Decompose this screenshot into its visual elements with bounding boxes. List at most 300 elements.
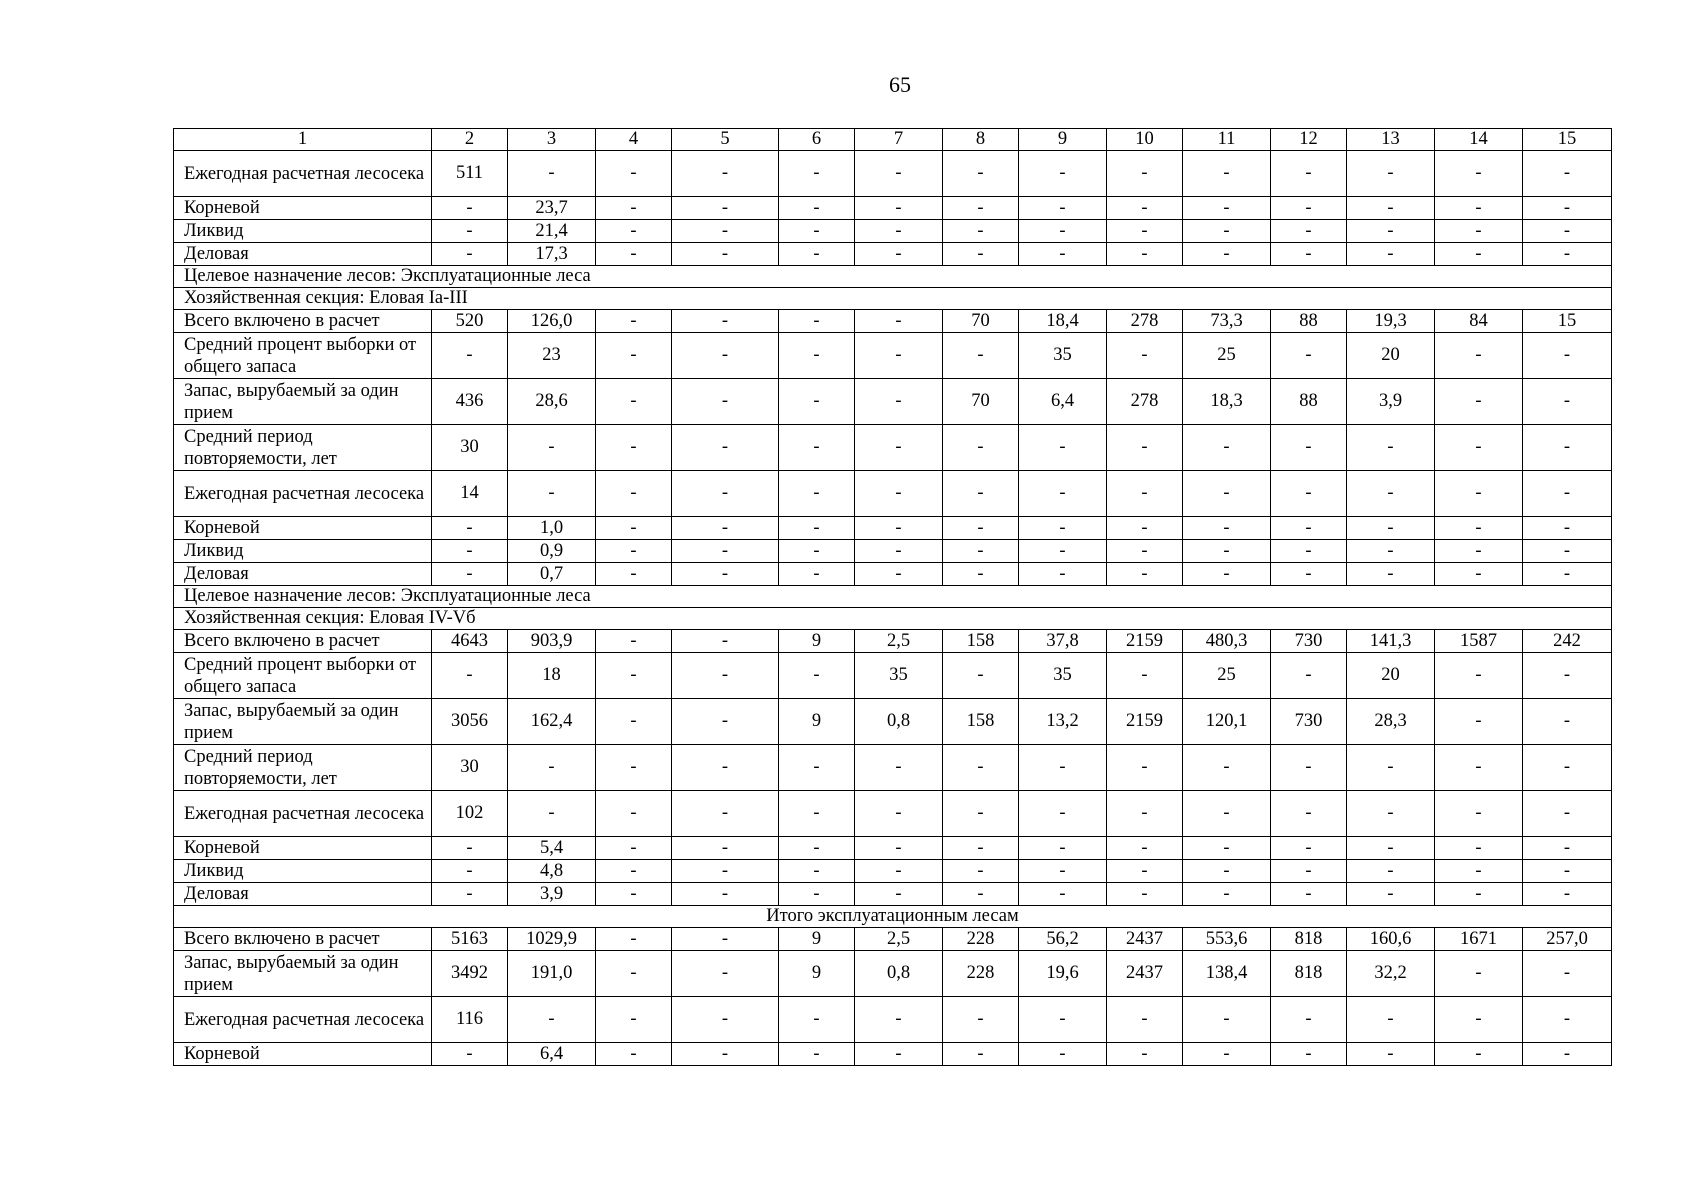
table-cell: -: [1435, 197, 1523, 220]
table-cell: -: [1107, 540, 1183, 563]
table-cell: -: [779, 151, 855, 197]
table-cell: -: [1183, 563, 1271, 586]
table-cell: 3,9: [1347, 379, 1435, 425]
table-cell: -: [1435, 951, 1523, 997]
table-cell: -: [855, 517, 943, 540]
total-heading: Итого эксплуатационным лесам: [174, 906, 1612, 928]
table-cell: -: [1271, 563, 1347, 586]
table-cell: -: [855, 540, 943, 563]
table-cell: -: [779, 997, 855, 1043]
table-cell: -: [1183, 197, 1271, 220]
table-cell: -: [779, 1043, 855, 1066]
table-cell: -: [779, 653, 855, 699]
table-cell: -: [943, 333, 1019, 379]
header-row: [174, 129, 1612, 151]
table-cell: -: [1347, 517, 1435, 540]
table-cell: -: [1183, 745, 1271, 791]
table-cell: 102: [432, 791, 508, 837]
table-cell: -: [1347, 471, 1435, 517]
table-cell: -: [1523, 860, 1612, 883]
column-number: 3: [508, 129, 596, 151]
table-cell: -: [596, 699, 672, 745]
table-cell: -: [1183, 860, 1271, 883]
column-number: 8: [943, 129, 1019, 151]
table-cell: -: [1271, 997, 1347, 1043]
table-cell: -: [1271, 197, 1347, 220]
table-cell: -: [1435, 860, 1523, 883]
table-cell: -: [779, 563, 855, 586]
table-cell: -: [943, 653, 1019, 699]
table-cell: -: [672, 928, 779, 951]
table-cell: -: [1523, 883, 1612, 906]
table-cell: 3,9: [508, 883, 596, 906]
table-cell: -: [1435, 471, 1523, 517]
column-number: 2: [432, 129, 508, 151]
table-cell: 9: [779, 630, 855, 653]
table-row: [174, 860, 1612, 883]
table-row: [174, 540, 1612, 563]
table-row: [174, 563, 1612, 586]
table-cell: -: [1271, 220, 1347, 243]
table-cell: 158: [943, 630, 1019, 653]
table-cell: -: [1435, 333, 1523, 379]
forest-table-container: [173, 128, 1612, 1066]
table-cell: -: [1347, 540, 1435, 563]
table-cell: 30: [432, 745, 508, 791]
table-cell: -: [855, 563, 943, 586]
table-cell: 20: [1347, 653, 1435, 699]
table-cell: -: [1347, 860, 1435, 883]
section-heading: Целевое назначение лесов: Эксплуатационные леса: [174, 266, 1612, 288]
table-cell: -: [596, 997, 672, 1043]
table-cell: -: [1107, 883, 1183, 906]
table-cell: -: [508, 791, 596, 837]
table-cell: 257,0: [1523, 928, 1612, 951]
table-cell: -: [1435, 379, 1523, 425]
table-cell: -: [1107, 745, 1183, 791]
table-cell: 228: [943, 928, 1019, 951]
table-cell: -: [1271, 517, 1347, 540]
table-row: [174, 928, 1612, 951]
table-cell: -: [672, 837, 779, 860]
table-cell: -: [1107, 197, 1183, 220]
table-cell: 25: [1183, 653, 1271, 699]
table-cell: -: [672, 471, 779, 517]
table-cell: 0,7: [508, 563, 596, 586]
table-cell: 228: [943, 951, 1019, 997]
total-row: [174, 906, 1612, 928]
table-cell: -: [596, 951, 672, 997]
table-cell: -: [1183, 425, 1271, 471]
table-cell: -: [1347, 997, 1435, 1043]
section-row: [174, 608, 1612, 630]
table-row: [174, 379, 1612, 425]
table-cell: -: [596, 471, 672, 517]
table-cell: -: [432, 883, 508, 906]
row-label: Запас, вырубаемый за один прием: [174, 699, 432, 745]
table-cell: -: [1107, 333, 1183, 379]
table-cell: -: [1523, 745, 1612, 791]
table-cell: -: [508, 471, 596, 517]
table-cell: -: [855, 379, 943, 425]
table-cell: -: [596, 243, 672, 266]
table-cell: -: [943, 860, 1019, 883]
table-cell: 9: [779, 699, 855, 745]
column-number: 5: [672, 129, 779, 151]
table-cell: -: [508, 997, 596, 1043]
table-cell: 4,8: [508, 860, 596, 883]
table-cell: -: [1107, 517, 1183, 540]
table-cell: -: [1107, 471, 1183, 517]
table-cell: -: [596, 517, 672, 540]
column-number: 6: [779, 129, 855, 151]
table-cell: 23,7: [508, 197, 596, 220]
table-cell: -: [1347, 563, 1435, 586]
table-cell: -: [1435, 517, 1523, 540]
row-label: Корневой: [174, 197, 432, 220]
table-cell: -: [855, 220, 943, 243]
table-cell: 9: [779, 951, 855, 997]
table-row: [174, 883, 1612, 906]
section-row: [174, 586, 1612, 608]
row-label: Корневой: [174, 837, 432, 860]
table-row: [174, 837, 1612, 860]
table-cell: -: [672, 563, 779, 586]
table-cell: -: [1019, 883, 1107, 906]
table-cell: -: [432, 220, 508, 243]
table-cell: 19,3: [1347, 310, 1435, 333]
table-cell: -: [672, 791, 779, 837]
table-cell: -: [855, 1043, 943, 1066]
table-cell: 903,9: [508, 630, 596, 653]
table-cell: 21,4: [508, 220, 596, 243]
table-cell: 1,0: [508, 517, 596, 540]
table-row: [174, 699, 1612, 745]
table-cell: -: [1435, 791, 1523, 837]
table-cell: -: [596, 883, 672, 906]
table-cell: -: [1271, 791, 1347, 837]
table-cell: -: [779, 310, 855, 333]
table-cell: 730: [1271, 630, 1347, 653]
table-cell: -: [1435, 563, 1523, 586]
table-cell: -: [596, 540, 672, 563]
table-cell: -: [1019, 517, 1107, 540]
table-cell: -: [1019, 563, 1107, 586]
table-cell: -: [779, 791, 855, 837]
table-cell: 436: [432, 379, 508, 425]
table-cell: 13,2: [1019, 699, 1107, 745]
table-cell: -: [672, 997, 779, 1043]
table-cell: -: [1347, 197, 1435, 220]
table-cell: 1587: [1435, 630, 1523, 653]
table-cell: -: [1019, 1043, 1107, 1066]
table-cell: -: [943, 425, 1019, 471]
table-cell: -: [596, 791, 672, 837]
table-cell: -: [1347, 883, 1435, 906]
row-label: Запас, вырубаемый за один прием: [174, 951, 432, 997]
table-cell: 2,5: [855, 630, 943, 653]
table-cell: -: [1107, 220, 1183, 243]
section-heading: Хозяйственная секция: Еловая IV-Vб: [174, 608, 1612, 630]
table-cell: -: [1107, 653, 1183, 699]
row-label: Деловая: [174, 883, 432, 906]
column-number: 13: [1347, 129, 1435, 151]
table-cell: 28,3: [1347, 699, 1435, 745]
table-cell: -: [943, 883, 1019, 906]
table-row: [174, 745, 1612, 791]
row-label: Средний период повторяемости, лет: [174, 425, 432, 471]
table-cell: 730: [1271, 699, 1347, 745]
table-cell: -: [943, 540, 1019, 563]
table-cell: -: [1019, 197, 1107, 220]
table-cell: -: [779, 745, 855, 791]
table-row: [174, 151, 1612, 197]
table-cell: 0,9: [508, 540, 596, 563]
table-cell: 126,0: [508, 310, 596, 333]
table-cell: -: [596, 928, 672, 951]
table-cell: -: [672, 860, 779, 883]
table-cell: -: [779, 197, 855, 220]
table-cell: -: [1183, 997, 1271, 1043]
table-cell: -: [596, 220, 672, 243]
column-number: 4: [596, 129, 672, 151]
table-cell: -: [1523, 997, 1612, 1043]
forest-calculation-table: [173, 128, 1612, 1066]
table-cell: -: [1347, 837, 1435, 860]
table-cell: 56,2: [1019, 928, 1107, 951]
table-cell: -: [1183, 151, 1271, 197]
table-cell: -: [1435, 837, 1523, 860]
table-cell: -: [855, 425, 943, 471]
column-number: 10: [1107, 129, 1183, 151]
table-cell: -: [1435, 151, 1523, 197]
table-cell: -: [672, 197, 779, 220]
row-label: Корневой: [174, 517, 432, 540]
table-cell: -: [855, 791, 943, 837]
table-row: [174, 243, 1612, 266]
table-cell: -: [1347, 425, 1435, 471]
table-cell: -: [779, 333, 855, 379]
table-cell: -: [779, 220, 855, 243]
table-cell: -: [1523, 653, 1612, 699]
table-cell: 0,8: [855, 699, 943, 745]
table-cell: -: [508, 151, 596, 197]
table-cell: -: [1019, 243, 1107, 266]
table-cell: 20: [1347, 333, 1435, 379]
table-cell: -: [1523, 791, 1612, 837]
table-cell: 2437: [1107, 928, 1183, 951]
table-cell: -: [1183, 540, 1271, 563]
table-cell: -: [672, 630, 779, 653]
table-cell: -: [1347, 151, 1435, 197]
table-cell: 191,0: [508, 951, 596, 997]
column-number: 15: [1523, 129, 1612, 151]
table-cell: -: [1019, 837, 1107, 860]
table-cell: -: [943, 837, 1019, 860]
row-label: Ликвид: [174, 220, 432, 243]
table-cell: -: [1107, 860, 1183, 883]
table-cell: 88: [1271, 379, 1347, 425]
table-row: [174, 197, 1612, 220]
table-cell: -: [943, 791, 1019, 837]
row-label: Средний период повторяемости, лет: [174, 745, 432, 791]
table-cell: 84: [1435, 310, 1523, 333]
table-cell: -: [1107, 425, 1183, 471]
table-cell: -: [1107, 151, 1183, 197]
table-cell: -: [672, 699, 779, 745]
table-cell: 19,6: [1019, 951, 1107, 997]
row-label: Корневой: [174, 1043, 432, 1066]
table-cell: -: [943, 997, 1019, 1043]
table-row: [174, 425, 1612, 471]
table-cell: 480,3: [1183, 630, 1271, 653]
table-cell: -: [1183, 517, 1271, 540]
table-cell: -: [1183, 471, 1271, 517]
table-cell: 18,3: [1183, 379, 1271, 425]
table-cell: -: [596, 745, 672, 791]
table-cell: -: [596, 333, 672, 379]
table-cell: -: [1347, 745, 1435, 791]
table-row: [174, 951, 1612, 997]
table-cell: -: [432, 197, 508, 220]
table-cell: -: [1271, 745, 1347, 791]
column-number: 9: [1019, 129, 1107, 151]
table-cell: -: [855, 151, 943, 197]
table-cell: -: [1523, 517, 1612, 540]
table-row: [174, 630, 1612, 653]
table-cell: 2437: [1107, 951, 1183, 997]
table-cell: -: [1271, 243, 1347, 266]
table-cell: -: [1019, 997, 1107, 1043]
table-cell: -: [943, 745, 1019, 791]
table-cell: -: [855, 243, 943, 266]
table-cell: 162,4: [508, 699, 596, 745]
table-cell: -: [432, 653, 508, 699]
table-cell: -: [1183, 883, 1271, 906]
table-row: [174, 310, 1612, 333]
table-cell: -: [779, 883, 855, 906]
table-cell: -: [432, 860, 508, 883]
table-cell: -: [672, 951, 779, 997]
row-label: Средний процент выборки от общего запаса: [174, 653, 432, 699]
table-cell: -: [432, 333, 508, 379]
table-cell: -: [1107, 1043, 1183, 1066]
table-cell: -: [672, 517, 779, 540]
table-cell: -: [1435, 425, 1523, 471]
table-cell: -: [596, 837, 672, 860]
table-cell: 278: [1107, 310, 1183, 333]
table-cell: -: [1523, 425, 1612, 471]
table-cell: 242: [1523, 630, 1612, 653]
table-cell: -: [1523, 333, 1612, 379]
table-cell: -: [596, 630, 672, 653]
table-cell: -: [1347, 791, 1435, 837]
table-cell: -: [596, 653, 672, 699]
row-label: Ликвид: [174, 860, 432, 883]
table-cell: -: [1271, 1043, 1347, 1066]
table-cell: 35: [1019, 333, 1107, 379]
table-cell: -: [1435, 997, 1523, 1043]
table-cell: -: [1347, 243, 1435, 266]
column-number: 12: [1271, 129, 1347, 151]
table-cell: -: [1019, 425, 1107, 471]
table-cell: -: [943, 1043, 1019, 1066]
table-cell: -: [1019, 220, 1107, 243]
table-cell: 6,4: [1019, 379, 1107, 425]
row-label: Ежегодная расчетная лесосека: [174, 997, 432, 1043]
table-cell: -: [943, 471, 1019, 517]
table-cell: -: [943, 220, 1019, 243]
table-cell: -: [1271, 883, 1347, 906]
table-cell: -: [672, 310, 779, 333]
table-cell: 37,8: [1019, 630, 1107, 653]
table-cell: 32,2: [1347, 951, 1435, 997]
table-cell: -: [1523, 951, 1612, 997]
table-cell: 520: [432, 310, 508, 333]
table-cell: 88: [1271, 310, 1347, 333]
section-row: [174, 266, 1612, 288]
table-cell: 818: [1271, 951, 1347, 997]
table-cell: 141,3: [1347, 630, 1435, 653]
table-cell: 5163: [432, 928, 508, 951]
table-cell: 18,4: [1019, 310, 1107, 333]
table-cell: -: [943, 151, 1019, 197]
page-number: 65: [889, 72, 911, 97]
table-cell: -: [1435, 745, 1523, 791]
table-cell: 0,8: [855, 951, 943, 997]
table-row: [174, 1043, 1612, 1066]
table-cell: -: [1347, 1043, 1435, 1066]
table-cell: -: [1435, 243, 1523, 266]
table-cell: -: [596, 310, 672, 333]
table-cell: 70: [943, 310, 1019, 333]
table-cell: -: [1107, 243, 1183, 266]
table-cell: -: [432, 837, 508, 860]
table-cell: -: [1183, 791, 1271, 837]
table-cell: -: [596, 425, 672, 471]
table-cell: 138,4: [1183, 951, 1271, 997]
table-cell: -: [1523, 243, 1612, 266]
table-cell: 5,4: [508, 837, 596, 860]
table-cell: -: [1271, 151, 1347, 197]
table-cell: -: [1523, 379, 1612, 425]
table-cell: -: [943, 517, 1019, 540]
table-cell: -: [1523, 837, 1612, 860]
table-cell: -: [432, 243, 508, 266]
table-cell: -: [779, 860, 855, 883]
table-cell: -: [672, 540, 779, 563]
table-cell: 23: [508, 333, 596, 379]
table-cell: -: [672, 220, 779, 243]
table-cell: 9: [779, 928, 855, 951]
row-label: Ликвид: [174, 540, 432, 563]
table-cell: -: [1183, 1043, 1271, 1066]
table-cell: -: [432, 517, 508, 540]
table-cell: -: [855, 197, 943, 220]
table-row: [174, 791, 1612, 837]
table-cell: 1671: [1435, 928, 1523, 951]
table-cell: 28,6: [508, 379, 596, 425]
table-cell: -: [1523, 563, 1612, 586]
row-label: Всего включено в расчет: [174, 310, 432, 333]
table-cell: 6,4: [508, 1043, 596, 1066]
column-number: 1: [174, 129, 432, 151]
table-cell: -: [1019, 745, 1107, 791]
table-cell: -: [1523, 699, 1612, 745]
table-cell: -: [1107, 791, 1183, 837]
row-label: Всего включено в расчет: [174, 928, 432, 951]
table-cell: -: [1019, 540, 1107, 563]
